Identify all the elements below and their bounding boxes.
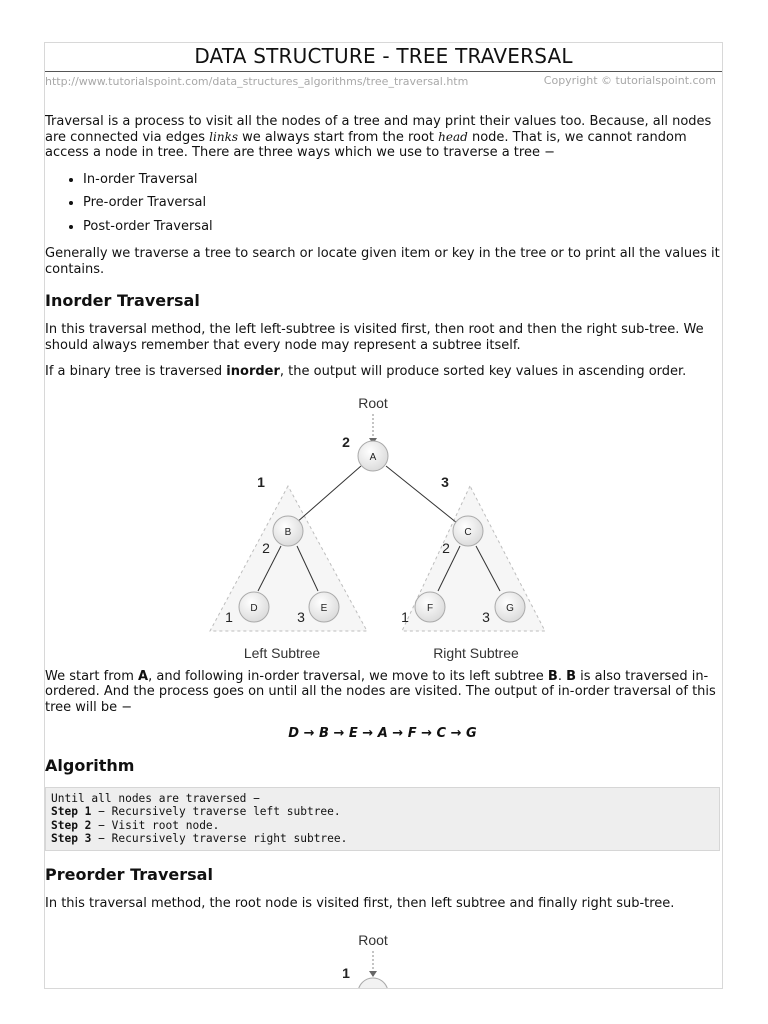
preorder-description: In this traversal method, the root node is visited first, then left subtree and finally right sub-tree. xyxy=(45,895,675,911)
node-label: E xyxy=(320,602,328,614)
links-term: links xyxy=(209,129,239,144)
node-label: B xyxy=(284,526,292,538)
inorder-walkthrough: We start from A, and following in-order traversal, we move to its left subtree B. B is also traversed in-ordered. And the process goes on until all the nodes are visited. The output of in-order traversal of this tree will be − xyxy=(45,668,716,715)
algorithm-heading: Algorithm xyxy=(45,755,135,775)
article-content xyxy=(45,114,720,989)
algorithm-code-block xyxy=(45,787,720,851)
inorder-heading: Inorder Traversal xyxy=(45,291,200,310)
intro-paragraph: Traversal is a process to visit all the nodes of a tree and may print their values too. Because, all nodes are connected via edges links we always start from the root head node. That is, we cannot random access a node in tree. There are three ways which we use to traverse a tree − xyxy=(45,114,712,160)
left-subtree-triangle xyxy=(210,486,367,631)
node-label: F xyxy=(426,602,434,614)
root-arrow-head xyxy=(369,971,377,977)
node-label: C xyxy=(464,526,472,538)
copyright-notice: Copyright © tutorialspoint.com xyxy=(543,74,716,87)
node-label: A xyxy=(369,451,377,463)
step-number: 1 xyxy=(225,608,233,625)
title-divider xyxy=(45,71,722,72)
list-item: • Post-order Traversal xyxy=(83,219,720,235)
step-number: 1 xyxy=(257,473,265,490)
step-number: 2 xyxy=(262,539,270,556)
traversal-list xyxy=(45,172,720,235)
step-number: 3 xyxy=(482,608,490,625)
page-title: DATA STRUCTURE - TREE TRAVERSAL xyxy=(194,44,573,68)
step-number: 2 xyxy=(342,433,350,450)
inorder-tree-diagram xyxy=(45,391,720,667)
preorder-tree-diagram xyxy=(45,922,720,989)
algorithm-step: Step 3 − Recursively traverse right subtree. xyxy=(51,832,348,846)
algorithm-step: Step 1 − Recursively traverse left subtree. xyxy=(51,805,341,819)
node-label: D xyxy=(250,602,258,614)
right-subtree-caption: Right Subtree xyxy=(433,644,519,661)
left-subtree-caption: Left Subtree xyxy=(243,644,321,661)
algorithm-intro: Until all nodes are traversed − xyxy=(51,791,260,805)
inorder-output: D → B → E → A → F → C → G xyxy=(288,726,477,741)
algorithm-step: Step 2 − Visit root node. xyxy=(51,818,220,832)
inorder-description: In this traversal method, the left left-subtree is visited first, then root and then the right sub-tree. We should always remember that every node may represent a subtree itself. xyxy=(45,322,704,353)
node-label: G xyxy=(506,602,514,614)
head-term: head xyxy=(438,129,468,144)
source-url[interactable]: http://www.tutorialspoint.com/data_structures_algorithms/tree_traversal.htm xyxy=(45,75,469,88)
step-number: 1 xyxy=(401,608,409,625)
step-number: 3 xyxy=(297,608,305,625)
document-page xyxy=(44,42,723,989)
root-label: Root xyxy=(358,932,388,949)
step-number: 2 xyxy=(442,539,450,556)
list-item: • In-order Traversal xyxy=(83,172,720,188)
step-number: 3 xyxy=(441,473,449,490)
step-number: 1 xyxy=(342,965,350,982)
tree-node-a xyxy=(358,978,388,989)
preorder-heading: Preorder Traversal xyxy=(45,864,213,884)
inorder-sorted-note: If a binary tree is traversed inorder, the output will produce sorted key values in ascending order. xyxy=(45,364,687,379)
edge-a-b xyxy=(296,466,361,523)
general-paragraph: Generally we traverse a tree to search or locate given item or key in the tree or to print all the values it contains. xyxy=(45,246,720,277)
root-label: Root xyxy=(358,394,388,411)
list-item: • Pre-order Traversal xyxy=(83,195,720,211)
